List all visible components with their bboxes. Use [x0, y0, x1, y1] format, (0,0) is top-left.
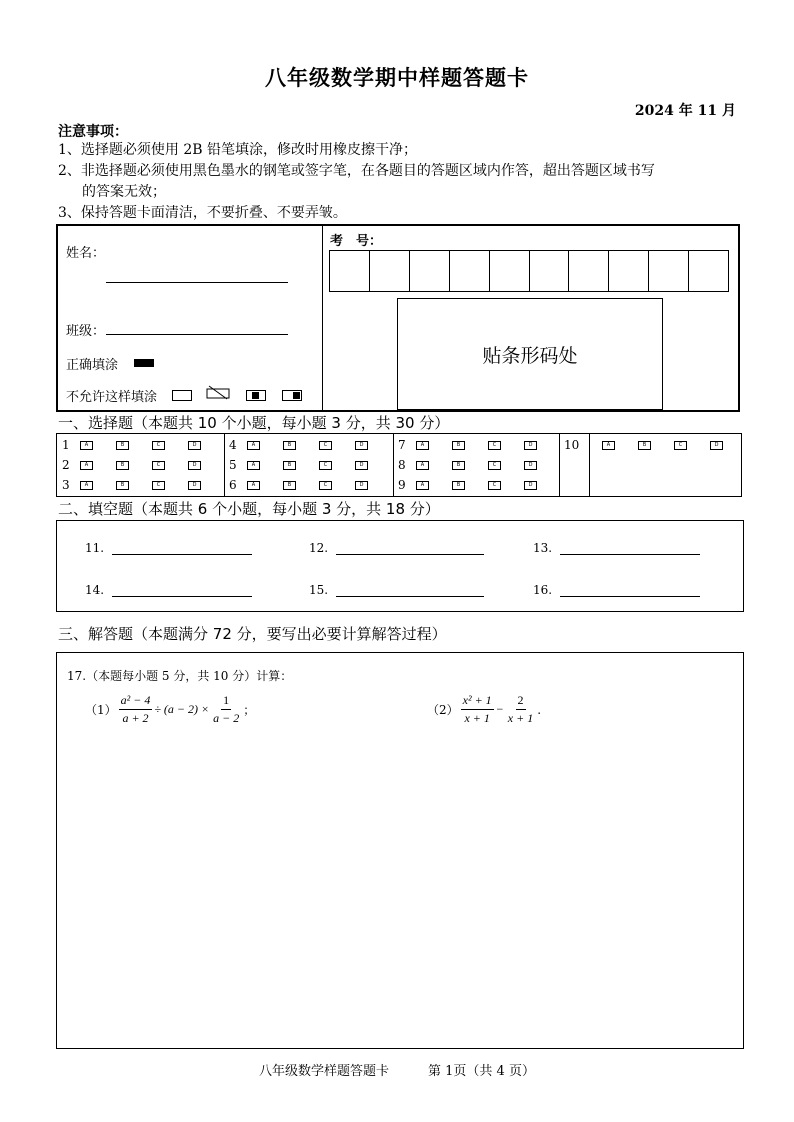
numerator: x² + 1	[461, 693, 494, 710]
fill-item-12	[309, 541, 484, 555]
mc-option-c[interactable]: C	[152, 441, 165, 450]
mc-option-b[interactable]: B	[452, 441, 465, 450]
mc-question-1	[57, 435, 224, 455]
exam-number-cell[interactable]	[569, 251, 609, 291]
part2-label: （2）	[427, 703, 459, 717]
denominator: a − 2	[213, 711, 240, 725]
fill-item-11	[85, 541, 252, 555]
operator-text: −	[495, 702, 504, 716]
mc-option-c[interactable]: C	[319, 461, 332, 470]
mc-option-b[interactable]: B	[116, 441, 129, 450]
exam-number-cell[interactable]	[530, 251, 570, 291]
section3-heading: 三、解答题（本题满分 72 分，要写出必要计算解答过程）	[58, 625, 447, 643]
question-17-part2	[427, 693, 541, 726]
exam-number-cell[interactable]	[649, 251, 689, 291]
section2-heading: 二、填空题（本题共 6 个小题，每小题 3 分，共 18 分）	[58, 500, 440, 518]
section1-heading: 一、选择题（本题共 10 个小题，每小题 3 分，共 30 分）	[58, 414, 450, 432]
notes-heading: 注意事项：	[58, 124, 128, 140]
fraction	[211, 693, 241, 726]
page-footer: 八年级数学样题答题卡 第 1页（共 4 页）	[259, 1064, 535, 1079]
mc-option-d[interactable]: D	[355, 461, 368, 470]
mc-option-b[interactable]: B	[116, 481, 129, 490]
mc-question-number: 10	[564, 438, 580, 452]
mc-question-number: 5	[229, 458, 237, 472]
fill-item-number: 12.	[309, 541, 329, 555]
mc-question-number: 8	[398, 458, 406, 472]
exam-number-cell[interactable]	[370, 251, 410, 291]
mc-option-a[interactable]: A	[602, 441, 615, 450]
mc-option-d[interactable]: D	[524, 441, 537, 450]
fill-item-13	[533, 541, 700, 555]
fill-item-number: 14.	[85, 583, 105, 597]
mc-question-number: 6	[229, 478, 237, 492]
wrong-fill-slash	[206, 384, 232, 400]
mc-question-9	[393, 475, 560, 495]
exam-number-cell[interactable]	[689, 251, 728, 291]
note-3: 3、保持答题卡面清洁，不要折叠、不要弄皱。	[58, 205, 347, 221]
student-info-left	[58, 226, 323, 410]
fraction	[506, 693, 535, 726]
mc-question-6	[224, 475, 391, 495]
fill-answer-line[interactable]	[112, 554, 252, 555]
fraction	[119, 693, 153, 726]
denominator: x + 1	[464, 711, 490, 725]
note-2-cont: 的答案无效；	[82, 184, 166, 200]
mc-question-10	[559, 435, 746, 455]
barcode-label: 贴条形码处	[482, 344, 578, 367]
correct-fill-sample	[134, 359, 154, 367]
mc-question-number: 3	[62, 478, 70, 492]
fill-answer-line[interactable]	[560, 596, 700, 597]
fill-item-number: 13.	[533, 541, 553, 555]
wrong-fill-half-right	[282, 390, 302, 401]
mc-question-7	[393, 435, 560, 455]
fill-item-number: 16.	[533, 583, 553, 597]
name-label: 姓名：	[66, 246, 106, 261]
exam-number-cell[interactable]	[609, 251, 649, 291]
part1-end: ；	[243, 703, 256, 717]
class-label: 班级：	[66, 324, 106, 339]
mc-option-b[interactable]: B	[283, 461, 296, 470]
exam-date: 2024 年 11 月	[634, 103, 736, 119]
mc-option-d[interactable]: D	[188, 461, 201, 470]
fill-blank-box	[56, 520, 744, 612]
answer-area-17[interactable]	[56, 652, 744, 1049]
barcode-area	[397, 298, 663, 410]
mc-option-b[interactable]: B	[452, 461, 465, 470]
exam-number-label: 考 号：	[330, 234, 383, 249]
fill-answer-line[interactable]	[336, 554, 484, 555]
mc-option-d[interactable]: D	[355, 441, 368, 450]
fill-item-15	[309, 583, 484, 597]
mc-question-number: 1	[62, 438, 70, 452]
mc-option-c[interactable]: C	[319, 481, 332, 490]
note-2: 2、非选择题必须使用黑色墨水的钢笔或签字笔，在各题目的答题区域内作答，超出答题区域书写	[58, 163, 655, 179]
mc-option-c[interactable]: C	[488, 481, 501, 490]
fill-answer-line[interactable]	[336, 596, 484, 597]
mc-option-a[interactable]: A	[247, 481, 260, 490]
numerator: 1	[221, 693, 231, 710]
mc-question-2	[57, 455, 224, 475]
mc-option-c[interactable]: C	[319, 441, 332, 450]
fraction	[461, 693, 494, 726]
mc-option-a[interactable]: A	[247, 441, 260, 450]
mc-option-d[interactable]: D	[188, 481, 201, 490]
mc-option-b[interactable]: B	[116, 461, 129, 470]
mc-option-c[interactable]: C	[488, 441, 501, 450]
mc-option-b[interactable]: B	[452, 481, 465, 490]
exam-number-cell[interactable]	[450, 251, 490, 291]
mc-option-b[interactable]: B	[638, 441, 651, 450]
mc-option-b[interactable]: B	[283, 481, 296, 490]
mc-question-number: 9	[398, 478, 406, 492]
mc-option-a[interactable]: A	[80, 461, 93, 470]
mc-option-c[interactable]: C	[488, 461, 501, 470]
mc-option-a[interactable]: A	[80, 481, 93, 490]
mc-option-d[interactable]: D	[524, 461, 537, 470]
fill-answer-line[interactable]	[112, 596, 252, 597]
exam-number-cell[interactable]	[410, 251, 450, 291]
denominator: a + 2	[122, 711, 149, 725]
mc-question-4	[224, 435, 391, 455]
part2-end: .	[537, 702, 542, 717]
operator-text: ÷ (a − 2) ×	[154, 702, 210, 716]
mc-question-5	[224, 455, 391, 475]
mc-question-number: 7	[398, 438, 406, 452]
name-field[interactable]	[106, 282, 288, 283]
mc-question-number: 4	[229, 438, 237, 452]
mc-question-3	[57, 475, 224, 495]
numerator: a² − 4	[119, 693, 153, 710]
fill-item-16	[533, 583, 700, 597]
question-17-title: 17.（本题每小题 5 分，共 10 分）计算：	[67, 669, 293, 683]
mc-question-8	[393, 455, 560, 475]
fill-item-number: 11.	[85, 541, 105, 555]
note-1: 1、选择题必须使用 2B 铅笔填涂，修改时用橡皮擦干净；	[58, 142, 418, 158]
exam-number-grid[interactable]	[329, 250, 729, 292]
mc-option-c[interactable]: C	[152, 461, 165, 470]
correct-fill-label: 正确填涂	[66, 358, 119, 373]
mc-option-b[interactable]: B	[283, 441, 296, 450]
exam-number-cell[interactable]	[330, 251, 370, 291]
mc-option-a[interactable]: A	[80, 441, 93, 450]
question-17-part1	[85, 693, 255, 726]
class-field[interactable]	[106, 334, 288, 335]
wrong-fill-empty	[172, 390, 192, 401]
mc-option-c[interactable]: C	[674, 441, 687, 450]
student-info-box	[56, 224, 740, 412]
exam-number-cell[interactable]	[490, 251, 530, 291]
mc-option-a[interactable]: A	[416, 461, 429, 470]
mc-option-a[interactable]: A	[416, 481, 429, 490]
page-title: 八年级数学期中样题答题卡	[265, 66, 529, 90]
fill-item-14	[85, 583, 252, 597]
fill-item-number: 15.	[309, 583, 329, 597]
mc-question-number: 2	[62, 458, 70, 472]
denominator: x + 1	[507, 711, 534, 725]
wrong-fill-label: 不允许这样填涂	[66, 390, 158, 405]
mc-option-a[interactable]: A	[416, 441, 429, 450]
numerator: 2	[516, 693, 526, 710]
mc-option-c[interactable]: C	[152, 481, 165, 490]
mc-option-a[interactable]: A	[247, 461, 260, 470]
mc-option-d[interactable]: D	[524, 481, 537, 490]
wrong-fill-half-left	[246, 390, 266, 401]
mc-option-d[interactable]: D	[355, 481, 368, 490]
mc-option-d[interactable]: D	[188, 441, 201, 450]
mc-option-d[interactable]: D	[710, 441, 723, 450]
part1-label: （1）	[85, 703, 117, 717]
fill-answer-line[interactable]	[560, 554, 700, 555]
multiple-choice-grid	[56, 433, 742, 497]
